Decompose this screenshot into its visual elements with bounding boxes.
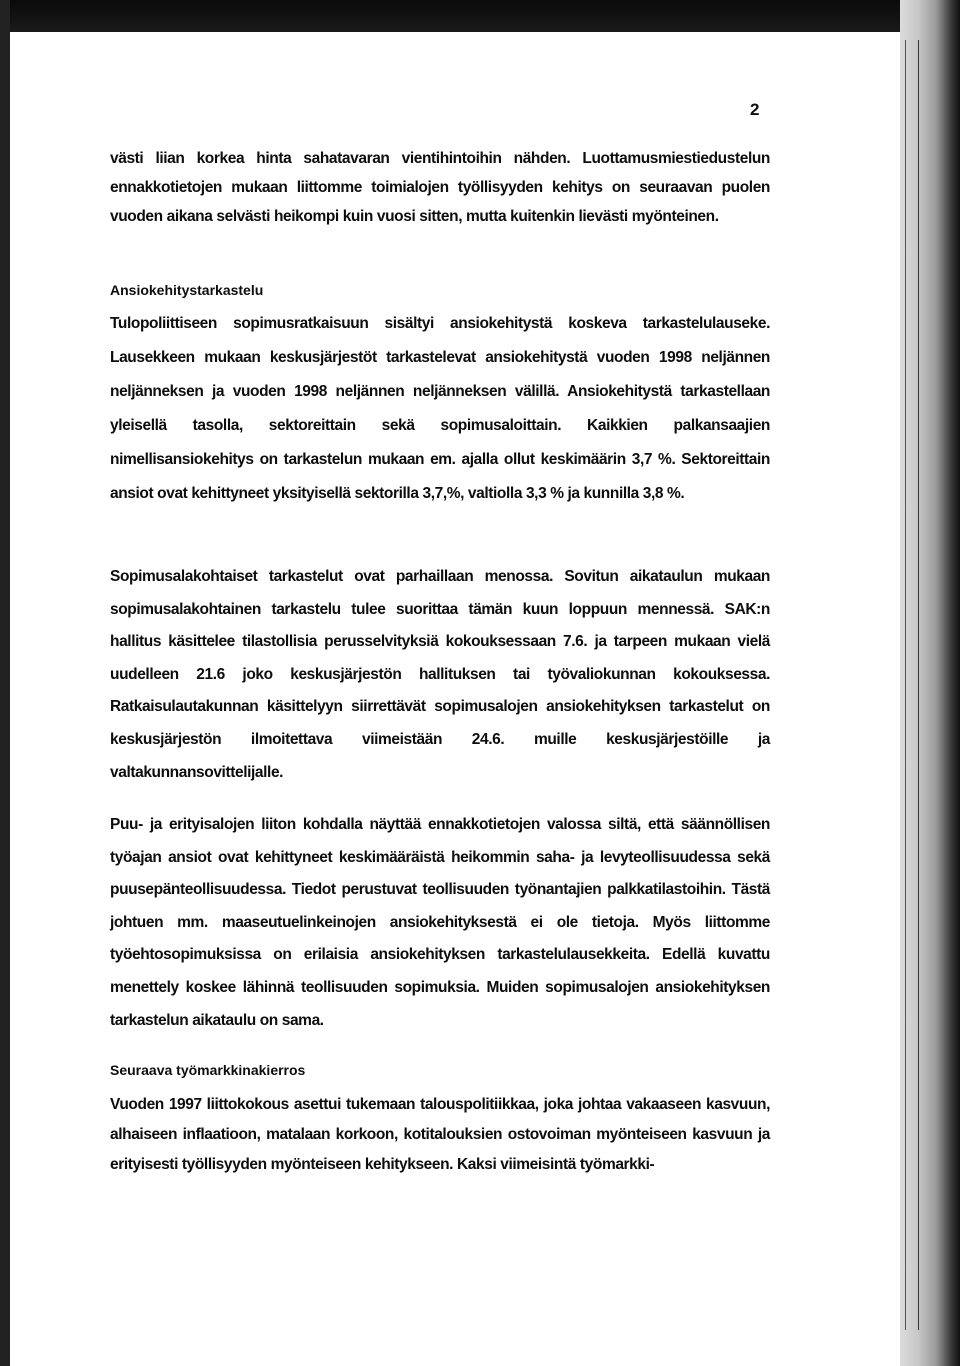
section-heading-tyomarkkinakierros: Seuraava työmarkkinakierros xyxy=(110,1062,306,1078)
scan-left-edge xyxy=(0,0,10,1366)
spine-line xyxy=(905,40,906,1330)
paragraph-sopimusalakohtaiset: Sopimusalakohtaiset tarkastelut ovat parhaillaan menossa. Sovitun aikataulun mukaan sopimusalakohtainen tarkastelu tulee suorittaa tämän kuun loppuun mennessä. SAK:n hallitus käsittelee tilastollisia perusselvityksiä kokouksessaan 7.6. ja tarpeen mukaan vielä uudelleen 21.6 joko keskusjärjestön hallituksen tai työvaliokunnan kokouksessa. Ratkaisulautakunnan käsittelyyn siirrettävät sopimusalojen ansiokehityksen tarkastelut on keskusjärjestön ilmoitettava viimeistään 24.6. muille keskusjärjestöille ja valtakunnansovittelijalle. xyxy=(110,568,770,781)
scan-top-edge xyxy=(0,0,960,32)
paragraph-intro: västi liian korkea hinta sahatavaran vientihintoihin nähden. Luottamusmiestiedustelun ennakkotietojen mukaan liittomme toimialojen työllisyyden kehitys on seuraavan puolen vuoden aikana selvästi heikompi kuin vuosi sitten, mutta kuitenkin lievästi myönteinen. xyxy=(110,150,770,225)
section-heading-ansiokehitystarkastelu: Ansiokehitystarkastelu xyxy=(110,282,264,298)
paragraph-liittokokous: Vuoden 1997 liittokokous asettui tukemaan talouspolitiikkaa, joka johtaa vakaaseen kasvuun, alhaiseen inflaatioon, matalaan korkoon, kotitalouksien ostovoiman myönteiseen kasvuun ja erityisesti työllisyyden myönteiseen kehitykseen. Kaksi viimeisintä työmarkki- xyxy=(110,1096,770,1173)
spine-line xyxy=(918,40,919,1330)
paragraph-puu-ja-erityisalat: Puu- ja erityisalojen liiton kohdalla näyttää ennakkotietojen valossa siltä, että säännöllisen työajan ansiot ovat kehittyneet keskimääräistä heikommin saha- ja levyteollisuudessa sekä puusepänteollisuudessa. Tiedot perustuvat teollisuuden työnantajien palkkatilastoihin. Tästä johtuen mm. maaseutuelinkeinojen ansiokehityksestä ei ole tietoja. Myös liittomme työehtosopimuksissa on erilaisia ansiokehityksen tarkastelulausekkeita. Edellä kuvattu menettely koskee lähinnä teollisuuden sopimuksia. Muiden sopimusalojen ansiokehityksen tarkastelun aikataulu on sama. xyxy=(110,816,770,1029)
page-number: 2 xyxy=(750,100,760,119)
book-spine-edge xyxy=(900,0,960,1366)
paragraph-tarkastelulauseke: Tulopoliittiseen sopimusratkaisuun sisältyi ansiokehitystä koskeva tarkastelulauseke. Lausekkeen mukaan keskusjärjestöt tarkastelevat ansiokehitystä vuoden 1998 neljännen neljänneksen ja vuoden 1998 neljännen neljänneksen välillä. Ansiokehitystä tarkastellaan yleisellä tasolla, sektoreittain sekä sopimusaloittain. Kaikkien palkansaajien nimellisansiokehitys on tarkastelun mukaan em. ajalla ollut keskimäärin 3,7 %. Sektoreittain ansiot ovat kehittyneet yksityisellä sektorilla 3,7,%, valtiolla 3,3 % ja kunnilla 3,8 %. xyxy=(110,315,770,502)
